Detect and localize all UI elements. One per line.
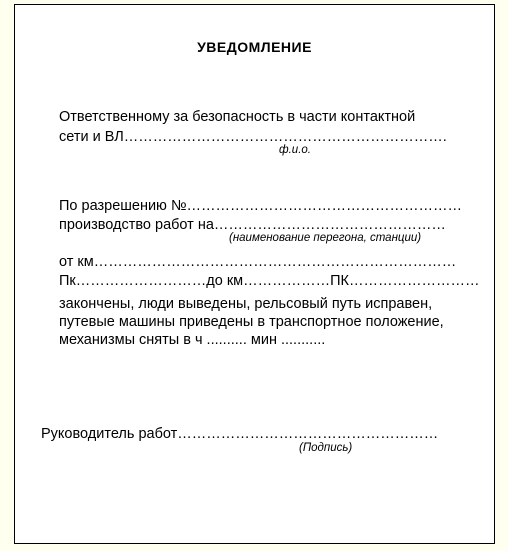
notification-form xyxy=(14,4,495,544)
mechanisms-line: механизмы сняты в ч .......... мин ........... xyxy=(59,332,326,348)
fio-hint: ф.и.о. xyxy=(279,144,311,156)
network-line: сети и ВЛ…………………………………………………………. xyxy=(59,129,447,145)
supervisor-line: Руководитель работ……………………………………………… xyxy=(41,426,439,442)
work-production-line: производство работ на………………………………………… xyxy=(59,217,446,233)
permission-line: По разрешению №………………………………………………… xyxy=(59,198,463,214)
form-title: УВЕДОМЛЕНИЕ xyxy=(197,39,312,55)
pk-line: Пк………………………до км………………ПК……………………… xyxy=(59,273,480,289)
signature-hint: (Подпись) xyxy=(299,442,353,454)
km-from-line: от км………………………………………………………………… xyxy=(59,254,457,270)
completed-line: закончены, люди выведены, рельсовый путь исправен, xyxy=(59,296,433,312)
responsible-line: Ответственному за безопасность в части контактной xyxy=(59,109,416,125)
machines-line: путевые машины приведены в транспортное положение, xyxy=(59,314,444,330)
place-hint: (наименование перегона, станции) xyxy=(229,232,422,244)
